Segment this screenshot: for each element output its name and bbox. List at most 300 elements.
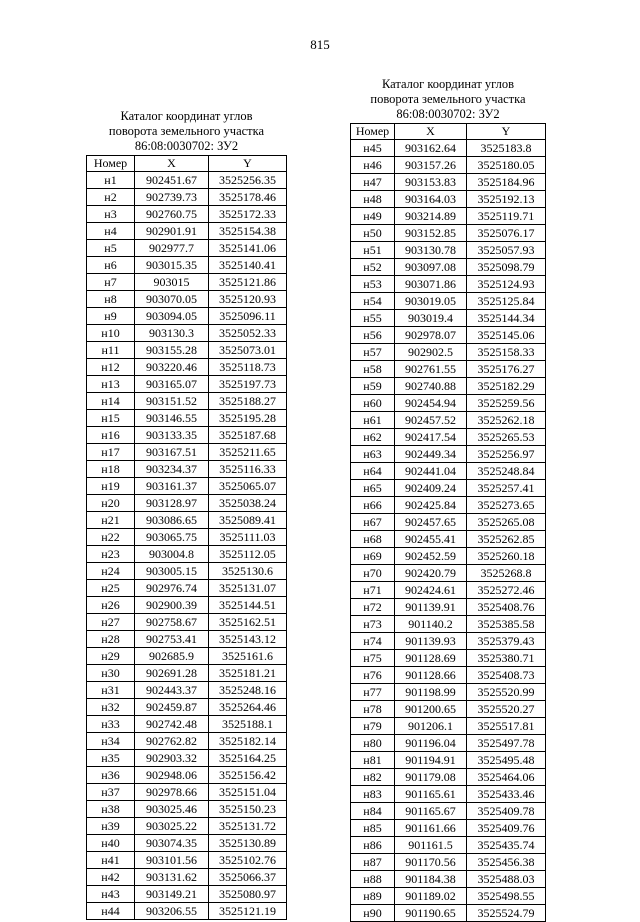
table-row xyxy=(87,444,287,461)
point-number-cell: н42 xyxy=(87,869,135,886)
x-coordinate-cell: 903074.35 xyxy=(135,835,209,852)
point-number-cell: н70 xyxy=(351,565,395,582)
y-coordinate-cell: 3525131.07 xyxy=(209,580,287,597)
y-coordinate-cell: 3525119.71 xyxy=(467,208,546,225)
point-number-cell: н69 xyxy=(351,548,395,565)
x-coordinate-cell: 903155.28 xyxy=(135,342,209,359)
table-row xyxy=(351,191,546,208)
y-coordinate-cell: 3525112.05 xyxy=(209,546,287,563)
point-number-cell: н64 xyxy=(351,463,395,480)
point-number-cell: н19 xyxy=(87,478,135,495)
y-coordinate-cell: 3525098.79 xyxy=(467,259,546,276)
table-row xyxy=(87,291,287,308)
x-coordinate-cell: 902685.9 xyxy=(135,648,209,665)
x-coordinate-cell: 903157.26 xyxy=(395,157,467,174)
y-coordinate-cell: 3525497.78 xyxy=(467,735,546,752)
point-number-cell: н86 xyxy=(351,837,395,854)
x-coordinate-cell: 902409.24 xyxy=(395,480,467,497)
y-coordinate-cell: 3525273.65 xyxy=(467,497,546,514)
x-coordinate-cell: 903206.55 xyxy=(135,903,209,920)
y-coordinate-cell: 3525124.93 xyxy=(467,276,546,293)
point-number-cell: н84 xyxy=(351,803,395,820)
point-number-cell: н50 xyxy=(351,225,395,242)
x-coordinate-cell: 902451.67 xyxy=(135,172,209,189)
table-row xyxy=(351,344,546,361)
y-coordinate-cell: 3525130.89 xyxy=(209,835,287,852)
table-row xyxy=(351,412,546,429)
header-y: Y xyxy=(209,156,287,172)
point-number-cell: н5 xyxy=(87,240,135,257)
y-coordinate-cell: 3525096.11 xyxy=(209,308,287,325)
x-coordinate-cell: 903214.89 xyxy=(395,208,467,225)
x-coordinate-cell: 903234.37 xyxy=(135,461,209,478)
x-coordinate-cell: 901170.56 xyxy=(395,854,467,871)
point-number-cell: н7 xyxy=(87,274,135,291)
x-coordinate-cell: 902901.91 xyxy=(135,223,209,240)
x-coordinate-cell: 903128.97 xyxy=(135,495,209,512)
y-coordinate-cell: 3525385.58 xyxy=(467,616,546,633)
point-number-cell: н56 xyxy=(351,327,395,344)
caption-line: поворота земельного участка xyxy=(108,124,265,138)
x-coordinate-cell: 901189.02 xyxy=(395,888,467,905)
point-number-cell: н2 xyxy=(87,189,135,206)
table-row xyxy=(351,616,546,633)
table-row xyxy=(351,718,546,735)
x-coordinate-cell: 903004.8 xyxy=(135,546,209,563)
x-coordinate-cell: 903015.35 xyxy=(135,257,209,274)
point-number-cell: н45 xyxy=(351,140,395,157)
point-number-cell: н62 xyxy=(351,429,395,446)
y-coordinate-cell: 3525211.65 xyxy=(209,444,287,461)
point-number-cell: н11 xyxy=(87,342,135,359)
table-row xyxy=(351,531,546,548)
point-number-cell: н53 xyxy=(351,276,395,293)
table-row xyxy=(351,599,546,616)
point-number-cell: н21 xyxy=(87,512,135,529)
table-row xyxy=(87,495,287,512)
table-row xyxy=(351,871,546,888)
x-coordinate-cell: 903130.3 xyxy=(135,325,209,342)
table-row xyxy=(351,769,546,786)
point-number-cell: н29 xyxy=(87,648,135,665)
y-coordinate-cell: 3525488.03 xyxy=(467,871,546,888)
y-coordinate-cell: 3525183.8 xyxy=(467,140,546,157)
y-coordinate-cell: 3525409.78 xyxy=(467,803,546,820)
x-coordinate-cell: 902459.87 xyxy=(135,699,209,716)
point-number-cell: н35 xyxy=(87,750,135,767)
y-coordinate-cell: 3525130.6 xyxy=(209,563,287,580)
y-coordinate-cell: 3525265.08 xyxy=(467,514,546,531)
point-number-cell: н46 xyxy=(351,157,395,174)
table-row xyxy=(351,157,546,174)
table-row xyxy=(87,716,287,733)
y-coordinate-cell: 3525162.51 xyxy=(209,614,287,631)
table-row xyxy=(351,327,546,344)
table-row xyxy=(87,682,287,699)
point-number-cell: н17 xyxy=(87,444,135,461)
point-number-cell: н37 xyxy=(87,784,135,801)
x-coordinate-cell: 901184.38 xyxy=(395,871,467,888)
y-coordinate-cell: 3525433.46 xyxy=(467,786,546,803)
x-coordinate-cell: 902900.39 xyxy=(135,597,209,614)
x-coordinate-cell: 902977.7 xyxy=(135,240,209,257)
x-coordinate-cell: 903151.52 xyxy=(135,393,209,410)
table-row xyxy=(351,650,546,667)
left-coordinate-block xyxy=(86,109,287,920)
table-row xyxy=(87,529,287,546)
table-row xyxy=(87,308,287,325)
x-coordinate-cell: 902978.07 xyxy=(395,327,467,344)
x-coordinate-cell: 902762.82 xyxy=(135,733,209,750)
point-number-cell: н52 xyxy=(351,259,395,276)
y-coordinate-cell: 3525265.53 xyxy=(467,429,546,446)
y-coordinate-cell: 3525435.74 xyxy=(467,837,546,854)
table-row xyxy=(351,293,546,310)
table-row xyxy=(87,240,287,257)
x-coordinate-cell: 902761.55 xyxy=(395,361,467,378)
y-coordinate-cell: 3525172.33 xyxy=(209,206,287,223)
x-coordinate-cell: 903101.56 xyxy=(135,852,209,869)
table-row xyxy=(87,478,287,495)
point-number-cell: н75 xyxy=(351,650,395,667)
point-number-cell: н74 xyxy=(351,633,395,650)
point-number-cell: н73 xyxy=(351,616,395,633)
x-coordinate-cell: 903146.55 xyxy=(135,410,209,427)
y-coordinate-cell: 3525256.97 xyxy=(467,446,546,463)
table-row xyxy=(87,903,287,920)
table-row xyxy=(87,325,287,342)
table-row xyxy=(87,580,287,597)
point-number-cell: н38 xyxy=(87,801,135,818)
right-table-caption xyxy=(350,77,546,122)
table-row xyxy=(87,648,287,665)
x-coordinate-cell: 903094.05 xyxy=(135,308,209,325)
y-coordinate-cell: 3525409.76 xyxy=(467,820,546,837)
point-number-cell: н40 xyxy=(87,835,135,852)
point-number-cell: н22 xyxy=(87,529,135,546)
y-coordinate-cell: 3525380.71 xyxy=(467,650,546,667)
point-number-cell: н68 xyxy=(351,531,395,548)
point-number-cell: н12 xyxy=(87,359,135,376)
table-row xyxy=(351,497,546,514)
table-row xyxy=(351,667,546,684)
x-coordinate-cell: 903130.78 xyxy=(395,242,467,259)
table-row xyxy=(87,852,287,869)
y-coordinate-cell: 3525120.93 xyxy=(209,291,287,308)
point-number-cell: н31 xyxy=(87,682,135,699)
x-coordinate-cell: 901194.91 xyxy=(395,752,467,769)
x-coordinate-cell: 902742.48 xyxy=(135,716,209,733)
table-row xyxy=(87,597,287,614)
y-coordinate-cell: 3525080.97 xyxy=(209,886,287,903)
x-coordinate-cell: 902691.28 xyxy=(135,665,209,682)
y-coordinate-cell: 3525498.55 xyxy=(467,888,546,905)
x-coordinate-cell: 903019.05 xyxy=(395,293,467,310)
point-number-cell: н89 xyxy=(351,888,395,905)
point-number-cell: н60 xyxy=(351,395,395,412)
table-row xyxy=(351,888,546,905)
point-number-cell: н44 xyxy=(87,903,135,920)
y-coordinate-cell: 3525524.79 xyxy=(467,905,546,922)
point-number-cell: н6 xyxy=(87,257,135,274)
point-number-cell: н79 xyxy=(351,718,395,735)
y-coordinate-cell: 3525182.14 xyxy=(209,733,287,750)
x-coordinate-cell: 903133.35 xyxy=(135,427,209,444)
table-row xyxy=(87,410,287,427)
x-coordinate-cell: 902454.94 xyxy=(395,395,467,412)
y-coordinate-cell: 3525073.01 xyxy=(209,342,287,359)
table-row xyxy=(351,242,546,259)
point-number-cell: н48 xyxy=(351,191,395,208)
point-number-cell: н58 xyxy=(351,361,395,378)
point-number-cell: н83 xyxy=(351,786,395,803)
x-coordinate-cell: 903086.65 xyxy=(135,512,209,529)
x-coordinate-cell: 903153.83 xyxy=(395,174,467,191)
point-number-cell: н66 xyxy=(351,497,395,514)
x-coordinate-cell: 902455.41 xyxy=(395,531,467,548)
point-number-cell: н51 xyxy=(351,242,395,259)
table-row xyxy=(87,461,287,478)
table-row xyxy=(87,869,287,886)
x-coordinate-cell: 902753.41 xyxy=(135,631,209,648)
y-coordinate-cell: 3525517.81 xyxy=(467,718,546,735)
y-coordinate-cell: 3525164.25 xyxy=(209,750,287,767)
point-number-cell: н33 xyxy=(87,716,135,733)
right-coordinate-table xyxy=(350,123,546,922)
x-coordinate-cell: 902452.59 xyxy=(395,548,467,565)
table-row xyxy=(351,140,546,157)
page-number: 815 xyxy=(310,37,330,52)
y-coordinate-cell: 3525038.24 xyxy=(209,495,287,512)
table-row xyxy=(351,786,546,803)
point-number-cell: н28 xyxy=(87,631,135,648)
y-coordinate-cell: 3525259.56 xyxy=(467,395,546,412)
point-number-cell: н59 xyxy=(351,378,395,395)
table-row xyxy=(351,820,546,837)
y-coordinate-cell: 3525181.21 xyxy=(209,665,287,682)
x-coordinate-cell: 902978.66 xyxy=(135,784,209,801)
x-coordinate-cell: 902443.37 xyxy=(135,682,209,699)
table-row xyxy=(351,378,546,395)
table-row xyxy=(351,395,546,412)
y-coordinate-cell: 3525192.13 xyxy=(467,191,546,208)
y-coordinate-cell: 3525052.33 xyxy=(209,325,287,342)
point-number-cell: н90 xyxy=(351,905,395,922)
y-coordinate-cell: 3525408.76 xyxy=(467,599,546,616)
x-coordinate-cell: 903164.03 xyxy=(395,191,467,208)
point-number-cell: н47 xyxy=(351,174,395,191)
x-coordinate-cell: 903161.37 xyxy=(135,478,209,495)
y-coordinate-cell: 3525272.46 xyxy=(467,582,546,599)
y-coordinate-cell: 3525144.34 xyxy=(467,310,546,327)
point-number-cell: н27 xyxy=(87,614,135,631)
point-number-cell: н82 xyxy=(351,769,395,786)
header-number: Номер xyxy=(87,156,135,172)
y-coordinate-cell: 3525111.03 xyxy=(209,529,287,546)
table-row xyxy=(87,563,287,580)
y-coordinate-cell: 3525156.42 xyxy=(209,767,287,784)
header-x: X xyxy=(395,124,467,140)
table-row xyxy=(351,565,546,582)
point-number-cell: н54 xyxy=(351,293,395,310)
x-coordinate-cell: 903162.64 xyxy=(395,140,467,157)
x-coordinate-cell: 903071.86 xyxy=(395,276,467,293)
table-row xyxy=(87,886,287,903)
point-number-cell: н30 xyxy=(87,665,135,682)
table-row xyxy=(351,480,546,497)
y-coordinate-cell: 3525131.72 xyxy=(209,818,287,835)
x-coordinate-cell: 901179.08 xyxy=(395,769,467,786)
x-coordinate-cell: 902903.32 xyxy=(135,750,209,767)
point-number-cell: н25 xyxy=(87,580,135,597)
point-number-cell: н55 xyxy=(351,310,395,327)
table-row xyxy=(351,174,546,191)
point-number-cell: н18 xyxy=(87,461,135,478)
point-number-cell: н72 xyxy=(351,599,395,616)
point-number-cell: н78 xyxy=(351,701,395,718)
x-coordinate-cell: 903015 xyxy=(135,274,209,291)
table-row xyxy=(351,514,546,531)
point-number-cell: н9 xyxy=(87,308,135,325)
point-number-cell: н41 xyxy=(87,852,135,869)
point-number-cell: н36 xyxy=(87,767,135,784)
table-row xyxy=(351,361,546,378)
y-coordinate-cell: 3525197.73 xyxy=(209,376,287,393)
table-row xyxy=(351,752,546,769)
point-number-cell: н77 xyxy=(351,684,395,701)
table-row xyxy=(87,223,287,240)
x-coordinate-cell: 902425.84 xyxy=(395,497,467,514)
table-row xyxy=(87,801,287,818)
table-row xyxy=(351,548,546,565)
y-coordinate-cell: 3525178.46 xyxy=(209,189,287,206)
x-coordinate-cell: 902902.5 xyxy=(395,344,467,361)
x-coordinate-cell: 903165.07 xyxy=(135,376,209,393)
x-coordinate-cell: 901128.66 xyxy=(395,667,467,684)
point-number-cell: н61 xyxy=(351,412,395,429)
point-number-cell: н1 xyxy=(87,172,135,189)
table-header-row xyxy=(351,124,546,140)
header-y: Y xyxy=(467,124,546,140)
x-coordinate-cell: 902760.75 xyxy=(135,206,209,223)
header-x: X xyxy=(135,156,209,172)
x-coordinate-cell: 902740.88 xyxy=(395,378,467,395)
point-number-cell: н85 xyxy=(351,820,395,837)
x-coordinate-cell: 903131.62 xyxy=(135,869,209,886)
y-coordinate-cell: 3525161.6 xyxy=(209,648,287,665)
y-coordinate-cell: 3525520.99 xyxy=(467,684,546,701)
x-coordinate-cell: 902739.73 xyxy=(135,189,209,206)
table-row xyxy=(87,835,287,852)
x-coordinate-cell: 903220.46 xyxy=(135,359,209,376)
y-coordinate-cell: 3525495.48 xyxy=(467,752,546,769)
caption-line: Каталог координат углов xyxy=(120,109,253,123)
point-number-cell: н14 xyxy=(87,393,135,410)
x-coordinate-cell: 901198.99 xyxy=(395,684,467,701)
table-row xyxy=(87,172,287,189)
point-number-cell: н26 xyxy=(87,597,135,614)
y-coordinate-cell: 3525176.27 xyxy=(467,361,546,378)
table-row xyxy=(351,225,546,242)
y-coordinate-cell: 3525188.1 xyxy=(209,716,287,733)
table-row xyxy=(351,837,546,854)
x-coordinate-cell: 901128.69 xyxy=(395,650,467,667)
x-coordinate-cell: 901165.67 xyxy=(395,803,467,820)
x-coordinate-cell: 902420.79 xyxy=(395,565,467,582)
point-number-cell: н13 xyxy=(87,376,135,393)
y-coordinate-cell: 3525140.41 xyxy=(209,257,287,274)
table-header-row xyxy=(87,156,287,172)
y-coordinate-cell: 3525262.18 xyxy=(467,412,546,429)
table-row xyxy=(351,310,546,327)
x-coordinate-cell: 901190.65 xyxy=(395,905,467,922)
table-row xyxy=(351,701,546,718)
header-number: Номер xyxy=(351,124,395,140)
point-number-cell: н57 xyxy=(351,344,395,361)
y-coordinate-cell: 3525121.19 xyxy=(209,903,287,920)
y-coordinate-cell: 3525456.38 xyxy=(467,854,546,871)
table-row xyxy=(87,376,287,393)
y-coordinate-cell: 3525248.16 xyxy=(209,682,287,699)
point-number-cell: н24 xyxy=(87,563,135,580)
table-row xyxy=(351,633,546,650)
table-row xyxy=(87,359,287,376)
table-row xyxy=(87,546,287,563)
y-coordinate-cell: 3525144.51 xyxy=(209,597,287,614)
y-coordinate-cell: 3525151.04 xyxy=(209,784,287,801)
left-coordinate-table xyxy=(86,155,287,920)
table-row xyxy=(351,684,546,701)
x-coordinate-cell: 902449.34 xyxy=(395,446,467,463)
table-row xyxy=(87,427,287,444)
point-number-cell: н63 xyxy=(351,446,395,463)
y-coordinate-cell: 3525065.07 xyxy=(209,478,287,495)
y-coordinate-cell: 3525116.33 xyxy=(209,461,287,478)
point-number-cell: н88 xyxy=(351,871,395,888)
table-row xyxy=(87,699,287,716)
y-coordinate-cell: 3525125.84 xyxy=(467,293,546,310)
caption-line: Каталог координат углов xyxy=(381,77,515,91)
x-coordinate-cell: 902424.61 xyxy=(395,582,467,599)
x-coordinate-cell: 903097.08 xyxy=(395,259,467,276)
y-coordinate-cell: 3525150.23 xyxy=(209,801,287,818)
table-row xyxy=(87,784,287,801)
y-coordinate-cell: 3525102.76 xyxy=(209,852,287,869)
x-coordinate-cell: 902457.65 xyxy=(395,514,467,531)
y-coordinate-cell: 3525379.43 xyxy=(467,633,546,650)
caption-line: поворота земельного участка xyxy=(370,92,526,106)
point-number-cell: н81 xyxy=(351,752,395,769)
x-coordinate-cell: 901140.2 xyxy=(395,616,467,633)
y-coordinate-cell: 3525066.37 xyxy=(209,869,287,886)
point-number-cell: н80 xyxy=(351,735,395,752)
y-coordinate-cell: 3525158.33 xyxy=(467,344,546,361)
x-coordinate-cell: 902441.04 xyxy=(395,463,467,480)
table-row xyxy=(351,259,546,276)
x-coordinate-cell: 903025.46 xyxy=(135,801,209,818)
point-number-cell: н49 xyxy=(351,208,395,225)
x-coordinate-cell: 901196.04 xyxy=(395,735,467,752)
x-coordinate-cell: 901165.61 xyxy=(395,786,467,803)
x-coordinate-cell: 903005.15 xyxy=(135,563,209,580)
y-coordinate-cell: 3525182.29 xyxy=(467,378,546,395)
x-coordinate-cell: 903070.05 xyxy=(135,291,209,308)
y-coordinate-cell: 3525118.73 xyxy=(209,359,287,376)
table-row xyxy=(87,342,287,359)
table-row xyxy=(87,767,287,784)
x-coordinate-cell: 901200.65 xyxy=(395,701,467,718)
y-coordinate-cell: 3525520.27 xyxy=(467,701,546,718)
